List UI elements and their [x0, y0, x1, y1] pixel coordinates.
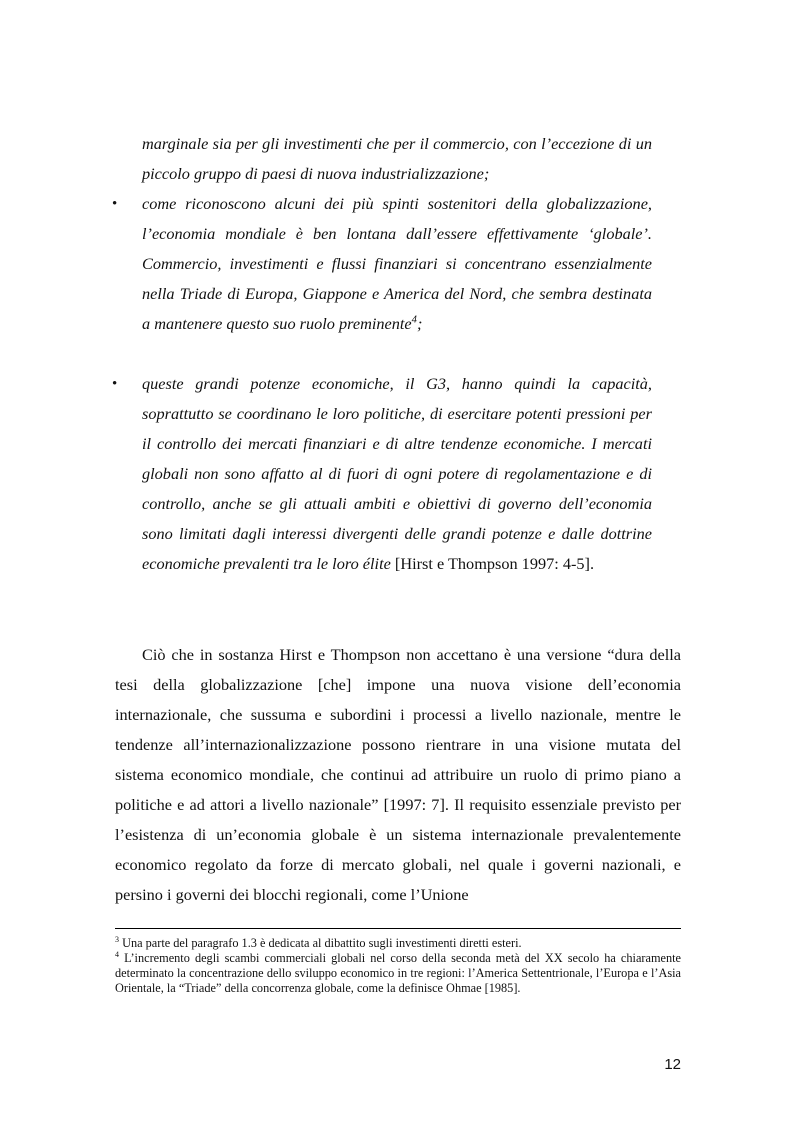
quote-bullet-1-tail: ; [416, 314, 423, 333]
quote-bullet-2 [142, 369, 652, 579]
footnote-ref-4: 4 [411, 314, 417, 326]
quote-bullet-1-text: come riconoscono alcuni dei più spinti sostenitori della globalizzazione, l’economia mondiale è ben lontana dall’essere effettivamente ‘globale’. Commercio, investimenti e flussi finanziari si concentrano essenzialmente nella Triade di Europa, Giappone e America del Nord, che sembra destinata a mantenere questo suo ruolo preminente [142, 194, 652, 333]
footnote-number: 4 [115, 949, 119, 959]
bullet-marker: • [112, 196, 118, 212]
quote-bullet-1 [142, 189, 652, 339]
footnote-divider [115, 928, 681, 929]
block-quote-continuation [142, 129, 652, 189]
footnote-3 [115, 936, 681, 951]
quote-bullet-2-text: queste grandi potenze economiche, il G3, hanno quindi la capacità, soprattutto se coordinano le loro politiche, di esercitare potenti pressioni per il controllo dei mercati finanziari e di altre tendenze economiche. I mercati globali non sono affatto al di fuori di ogni potere di regolamentazione e di controllo, anche se gli attuali ambiti e obiettivi di governo dell’economia sono limitati dagli interessi divergenti delle grandi potenze e dalle dottrine economiche prevalenti tra le loro élite [142, 374, 652, 573]
body-paragraph: Ciò che in sostanza Hirst e Thompson non accettano è una versione “dura della tesi della globalizzazione [che] impone una nuova visione dell’economia internazionale, che sussuma e subordini i processi a livello nazionale, mentre le tendenze all’internazionalizzazione possono rientrare in una visione mutata del sistema economico mondiale, che continui ad attribuire un ruolo di primo piano a politiche e ad attori a livello nazionale” [1997: 7]. Il requisito essenziale previsto per l’esistenza di un’economia globale è un sistema internazionale prevalentemente economico regolato da forze di mercato globali, nel quale i governi nazionali, e persino i governi dei blocchi regionali, come l’Unione [115, 645, 681, 904]
bullet-marker: • [112, 376, 118, 392]
quote-citation: [Hirst e Thompson 1997: 4-5]. [394, 554, 595, 573]
footnotes [115, 936, 681, 996]
footnote-4 [115, 951, 681, 996]
page-number: 12 [664, 1056, 681, 1073]
footnote-text: L’incremento degli scambi commerciali globali nel corso della seconda metà del XX secolo ha chiaramente determinato la concentrazione dello sviluppo economico in tre regioni: l’America Settentrionale, l’Europa e l’Asia Orientale, la “Triade” della concorrenza globale, come la definisce Ohmae [1985]. [115, 951, 681, 995]
footnote-number: 3 [115, 934, 119, 944]
footnote-text: Una parte del paragrafo 1.3 è dedicata al dibattito sugli investimenti diretti esteri. [119, 936, 522, 950]
quote-continuation-text: marginale sia per gli investimenti che per il commercio, con l’eccezione di un piccolo gruppo di paesi di nuova industrializzazione; [142, 134, 652, 183]
